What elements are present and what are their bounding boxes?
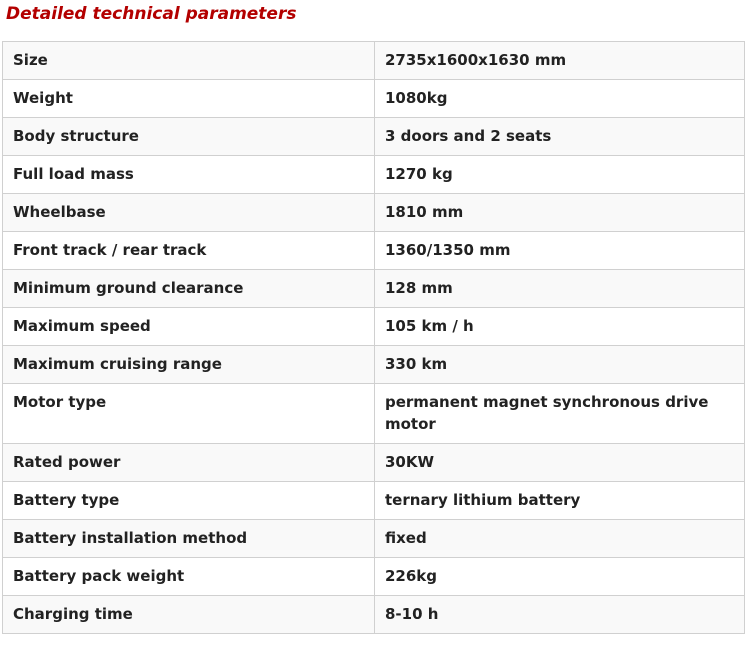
parameter-value: ternary lithium battery bbox=[375, 482, 745, 520]
table-row bbox=[3, 520, 745, 558]
parameter-value: 1810 mm bbox=[375, 194, 745, 232]
parameter-label: Wheelbase bbox=[3, 194, 375, 232]
table-row bbox=[3, 444, 745, 482]
parameter-label: Motor type bbox=[3, 384, 375, 444]
parameter-label: Front track / rear track bbox=[3, 232, 375, 270]
parameter-label: Maximum speed bbox=[3, 308, 375, 346]
parameter-label: Charging time bbox=[3, 596, 375, 634]
parameter-label: Maximum cruising range bbox=[3, 346, 375, 384]
parameter-value: 105 km / h bbox=[375, 308, 745, 346]
parameters-table bbox=[2, 41, 745, 634]
table-row bbox=[3, 596, 745, 634]
table-row bbox=[3, 482, 745, 520]
parameter-value: 330 km bbox=[375, 346, 745, 384]
parameter-value: 30KW bbox=[375, 444, 745, 482]
parameter-value: 8-10 h bbox=[375, 596, 745, 634]
parameter-value: 128 mm bbox=[375, 270, 745, 308]
table-row bbox=[3, 42, 745, 80]
parameter-value: 3 doors and 2 seats bbox=[375, 118, 745, 156]
table-row bbox=[3, 558, 745, 596]
parameter-value: 226kg bbox=[375, 558, 745, 596]
parameter-label: Size bbox=[3, 42, 375, 80]
table-row bbox=[3, 384, 745, 444]
page-title: Detailed technical parameters bbox=[6, 4, 297, 24]
table-row bbox=[3, 308, 745, 346]
parameter-label: Full load mass bbox=[3, 156, 375, 194]
table-row bbox=[3, 118, 745, 156]
table-row bbox=[3, 270, 745, 308]
table-row bbox=[3, 346, 745, 384]
parameter-label: Body structure bbox=[3, 118, 375, 156]
table-row bbox=[3, 156, 745, 194]
parameter-value: fixed bbox=[375, 520, 745, 558]
parameter-value: 1080kg bbox=[375, 80, 745, 118]
parameter-label: Battery installation method bbox=[3, 520, 375, 558]
parameter-value: 1270 kg bbox=[375, 156, 745, 194]
parameter-value: permanent magnet synchronous drive motor bbox=[375, 384, 745, 444]
parameter-value: 2735x1600x1630 mm bbox=[375, 42, 745, 80]
table-row bbox=[3, 80, 745, 118]
parameter-label: Weight bbox=[3, 80, 375, 118]
parameter-label: Rated power bbox=[3, 444, 375, 482]
parameter-value: 1360/1350 mm bbox=[375, 232, 745, 270]
parameter-label: Battery type bbox=[3, 482, 375, 520]
table-row bbox=[3, 194, 745, 232]
parameter-label: Battery pack weight bbox=[3, 558, 375, 596]
table-row bbox=[3, 232, 745, 270]
parameter-label: Minimum ground clearance bbox=[3, 270, 375, 308]
